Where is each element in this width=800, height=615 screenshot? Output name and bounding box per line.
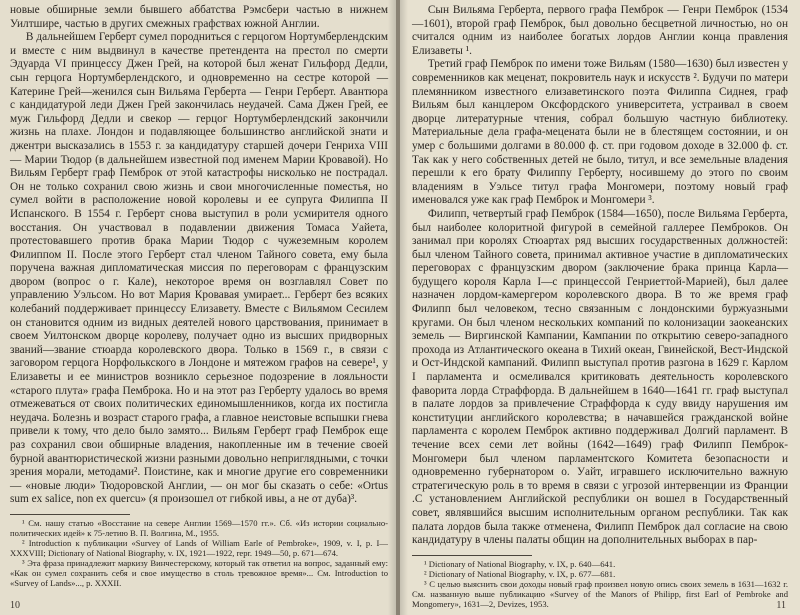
left-paragraph-1: новые обширные земли бывшего аббатства Рэмсбери частью в нижнем Уилтшире, частью в других смежных графствах южной Англии. [10, 4, 388, 30]
right-page-number: 11 [776, 600, 786, 611]
footnote-rule [412, 555, 532, 556]
left-page-number: 10 [10, 600, 20, 611]
left-footnote-2: ² Introduction к публикации «Survey of Lands of William Earle of Pembroke», 1909, v. I, p. I—XXXVIII; Dictionary of National Biography, v. IX, 1921—1922, repr. 1949—50, p. 671—674. [10, 537, 388, 558]
book-spine [396, 0, 400, 615]
right-footnote-3: ³ С целью выяснить свои доходы новый граф произвел новую опись своих земель в 1631—1632 г. См. названную выше публикацию «Survey of the Manors of Philipp, first Earl of Pembroke and Mongomery», 1631—2, Devizes, 1953. [412, 578, 788, 609]
left-page [0, 0, 398, 615]
right-footnote-2: ² Dictionary of National Biography, v. IX, p. 677—681. [424, 568, 616, 579]
right-page-body [412, 4, 788, 548]
left-footnote-3: ³ Эта фраза принадлежит маркизу Винчестерскому, который так ответил на вопрос, заданный ему: «Как он сумел сохранить себя и свое имущество в столь тревожное время»... См. Introduction to «Survey of Lands»..., p. XXXII. [10, 557, 388, 588]
left-paragraph-2: В дальнейшем Герберт сумел породниться с герцогом Нортумберлендским и вместе с ним выдвинул в качестве претендента на престол по смерти Эдуарда VI принцессу Джен Грей, на которой был женат Гильфорд Дедли, сын герцога Нортумберлендского, и одновременно на сестре которой — Катерине Грей—женился сын Вильяма Герберта — Генри Герберт. Авантюра с кандидатурой леди Джен Грей закончилась неудачей. Сама Джен Грей, ее муж Гильфорд Дедли и свекор — герцог Нортумберлендский закончили жизнь на плахе. Лондон и подавляющее большинство английской знати и джентри высказались в 1553 г. за кандидатуру старшей дочери Генриха VIII — Марии Тюдор (в дальнейшем известной под именем Марии Кровавой). Но Вильям Герберт граф Пемброк от этой катастрофы нисколько не пострадал. Он не только сохранил свою жизнь и свои многочисленные поместья, но сумел войти в расположение новой королевы и ее супруга Филиппа II Испанского. В 1554 г. Герберт снова выступил в роли усмирителя одного восстания. Он участвовал в подавлении движения Томаса Уайета, протестовавшего против брака Марии Тюдор с чужеземным королем Филиппом II. После этого Герберт стал членом Тайного совета, ему была поручена важная дипломатическая миссия по переговорам с французским двором (вопрос о г. Кале), некоторое время он возглавлял Совет по управлению Уэльсом. Но вот Мария Кровавая умирает... Герберт без всяких колебаний поддерживает принцессу Елизавету. Вместе с Вильямом Сесилем он становится одним из видных деятелей нового царствования, принимает в своем Уилтонском дворце королеву, получает одно из высших придворных званий—звание стюарда королевского двора. Только в 1569 г., в связи с заговором герцога Норфолькского в Лондоне и мятежом графов на севере¹, у Елизаветы и ее министров возникло серьезное подозрение в лояльности «старого плута» графа Пемброка. Но и на этот раз Герберту удалось во время отмежеваться от своих политических единомышленников, когда их постигла неудача. Болезнь и возраст старого графа, а главное неистовые вспышки гнева привели к тому, что дело было замято... Вильям Герберт граф Пемброк еще раз сохранил свои обширные владения, накопленные им в течение своей бурной авантюристической жизни разными довольно неприглядными, с точки зрения морали, методами². Поистине, как и многие другие его современники — «новые люди» Тюдоровской Англии, — он мог бы сказать о себе: «Ortus sum ex salice, non ex quercu» (я произошел от гибкой ивы, а не от дуба)³. [10, 31, 388, 506]
right-paragraph-3: Филипп, четвертый граф Пемброк (1584—1650), после Вильяма Герберта, был наиболее колоритной фигурой в семейной галлерее Пемброков. Он занимал при королях Стюартах ряд высших государственных должностей: был членом Тайного совета, принимал активное участие в дипломатических переговорах с французским двором (заключение брака принца Карла—будущего короля Карла I—с принцессой Генриеттой-Марией), был далее назначен лордом-камергером королевского двора. В то же время граф Филипп был человеком, тесно связанным с лондонскими буржуазными кругами. Он был членом нескольких компаний по колонизации заокеанских земель — Виргинской Кампании, Кампании по открытию северо-западного прохода из Атлантического океана в Тихий океан, Гвинейской, Вест-Индской и Ост-Индской кампаний. Филипп выступал против разгона в 1629 г. Карлом I парламента и осмеливался критиковать деятельность королевского фаворита лорда Страффорда. В дальнейшем в 1640—1641 гг. граф выступал в палате лордов за привлечение Страффорда к суду ввиду нарушения им конституции английского королевства; в начавшейся гражданской войне парламента с королем Пемброк активно поддерживал Долгий парламент. В течение всех семи лет войны (1642—1649) граф Филипп Пемброк-Монгомери был членом парламентского Комитета безопасности и одновременно губернатором о. Уайт, игравшего исключительно важную стратегическую роль в то время в связи с угрозой интервенции из Франции .С установлением Английской республики он вошел в Государственный совет, являвшийся высшим исполнительным органом республики. Так как палата лордов была также отменена, Филипп Пемброк дал согласие на свою кандидатуру в члены палаты общин на дополнительных выборах в пар- [412, 207, 788, 547]
right-paragraph-1: Сын Вильяма Герберта, первого графа Пемброк — Генри Пемброк (1534—1601), второй граф Пемброк, был довольно бесцветной личностью, но он считался одним из наиболее богатых лордов Англии конца правления Елизаветы ¹. [412, 4, 788, 57]
right-footnotes [412, 559, 788, 609]
footnote-rule [10, 514, 130, 515]
right-page [398, 0, 800, 615]
left-page-body [10, 4, 388, 507]
left-footnotes [10, 518, 388, 588]
left-footnote-1: ¹ См. нашу статью «Восстание на севере Англии 1569—1570 гг.». Сб. «Из истории социально-политических идей» к 75-летию В. П. Волгина, М., 1955. [10, 517, 388, 538]
right-paragraph-2: Третий граф Пемброк по имени тоже Вильям (1580—1630) был известен у современников как меценат, покровитель наук и искусств ². Будучи по матери племянником известного елизаветинского поэта Филиппа Сиднея, граф Вильям был канцлером Оксфордского университета, устраивал в своем дворце литературные чтения, собрал большую частную библиотеку. Материальные дела графа-мецената были не в блестящем состоянии, и он умер с большими долгами в 80.000 ф. ст. при годовом доходе в 32.000 ф. ст. Так как у него собственных детей не было, титул, и все земельные владения перешли к его брату Филиппу Герберту, носившему до этого по своим владениям в Уэльсе титул графа Монгомери, поэтому новый граф именовался уже как граф Пемброк и Монгомери ³. [412, 58, 788, 207]
right-footnote-1: ¹ Dictionary of National Biography, v. IX, p. 640—641. [424, 558, 616, 569]
